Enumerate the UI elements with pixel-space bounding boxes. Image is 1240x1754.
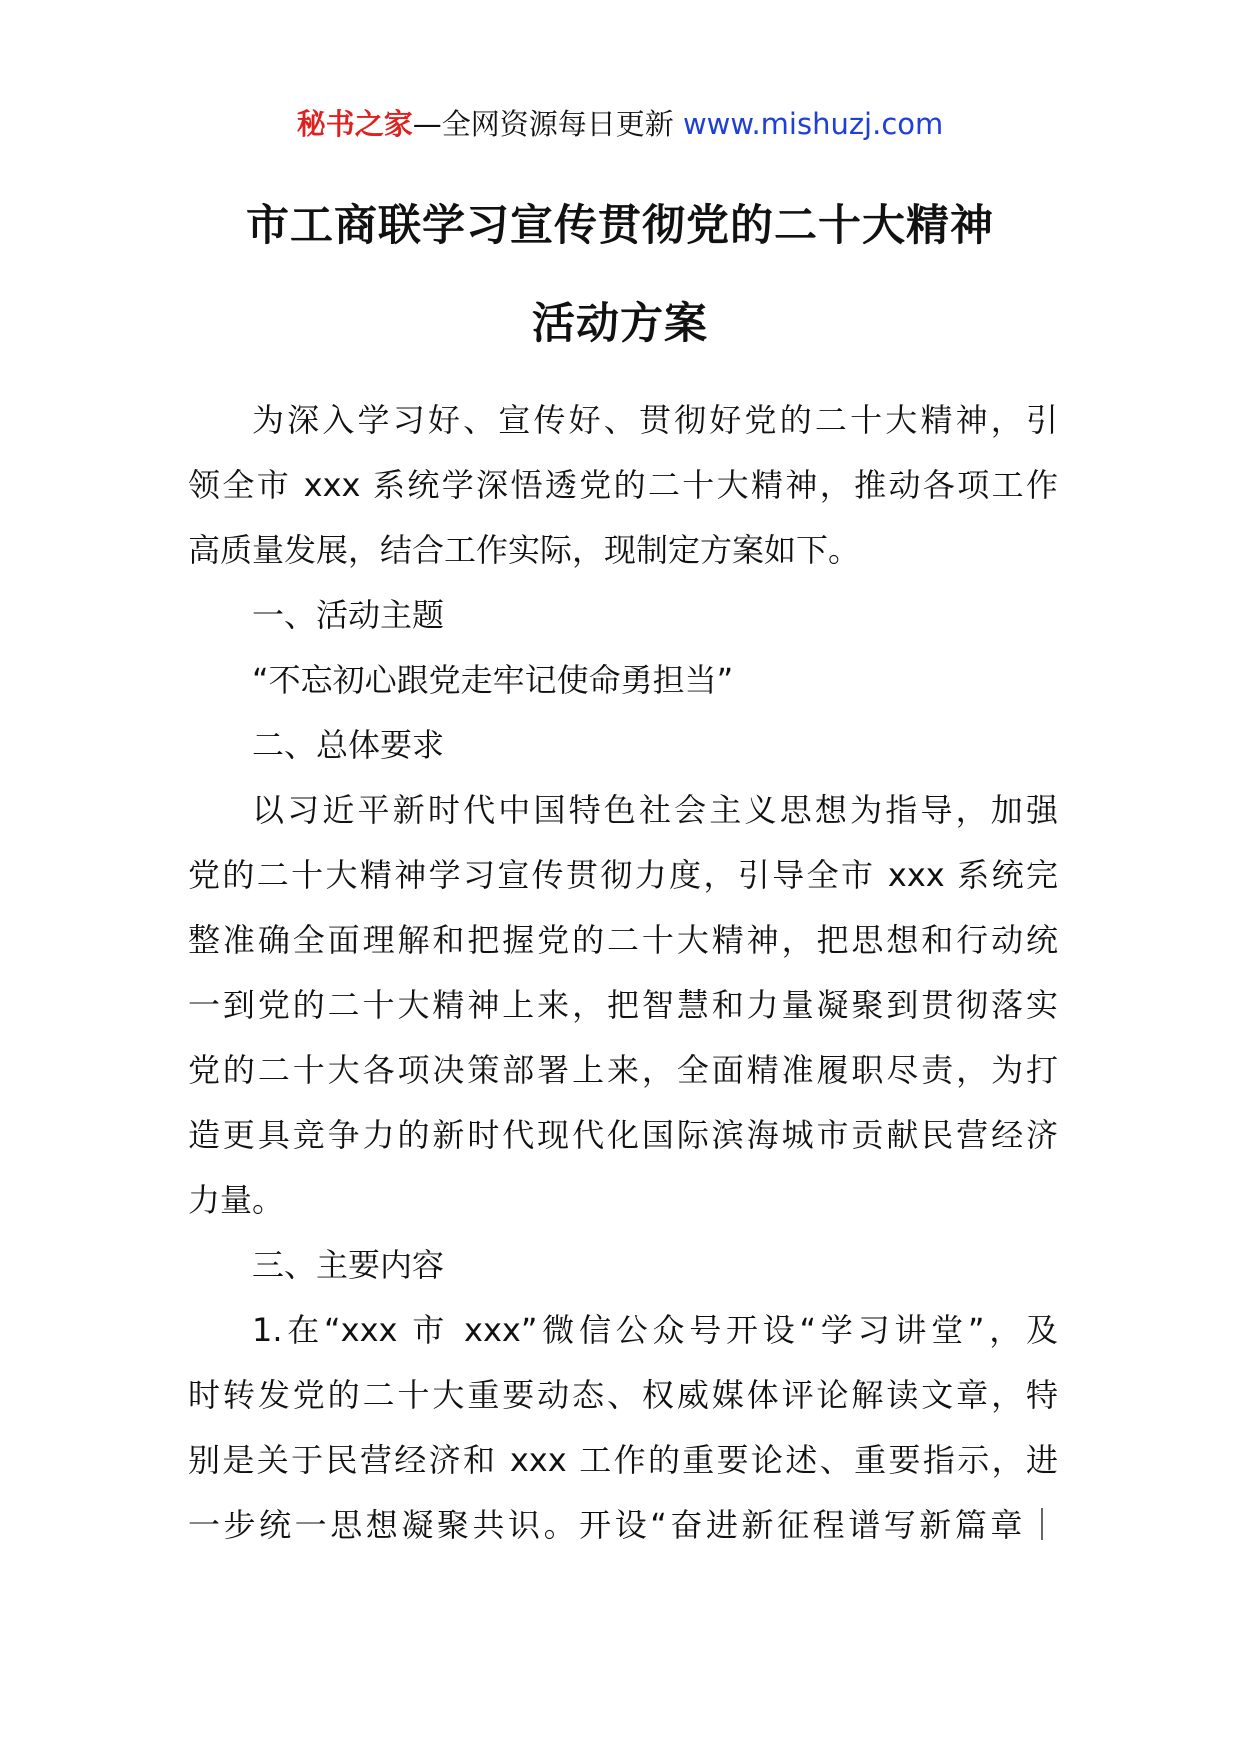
intro-paragraph-line: 领全市 xxx 系统学深悟透党的二十大精神，推动各项工作	[188, 466, 1058, 504]
section-heading-content: 三、主要内容	[252, 1246, 445, 1284]
section-heading-requirements: 二、总体要求	[252, 726, 445, 764]
section-heading-theme: 一、活动主题	[252, 596, 445, 634]
site-url[interactable]: www.mishuzj.com	[682, 107, 944, 141]
document-body	[188, 388, 1058, 1558]
document-title-line-2: 活动方案	[532, 299, 708, 349]
content-paragraph-line: 一步统一思想凝聚共识。开设“奋进新征程谱写新篇章｜	[188, 1506, 1058, 1544]
requirements-paragraph-line: 造更具竞争力的新时代现代化国际滨海城市贡献民营经济	[188, 1116, 1058, 1154]
intro-paragraph-line: 为深入学习好、宣传好、贯彻好党的二十大精神，引	[252, 401, 1058, 439]
content-paragraph-line: 1.在“xxx 市 xxx”微信公众号开设“学习讲堂”，及	[252, 1311, 1058, 1349]
requirements-paragraph-line: 力量。	[188, 1181, 285, 1219]
header-tagline: —全网资源每日更新	[412, 107, 683, 141]
content-paragraph-line: 时转发党的二十大重要动态、权威媒体评论解读文章，特	[188, 1376, 1058, 1414]
requirements-paragraph-line: 整准确全面理解和把握党的二十大精神，把思想和行动统	[188, 921, 1058, 959]
requirements-paragraph-line: 以习近平新时代中国特色社会主义思想为指导，加强	[252, 791, 1058, 829]
content-paragraph-line: 别是关于民营经济和 xxx 工作的重要论述、重要指示，进	[188, 1441, 1058, 1479]
site-header	[0, 100, 1240, 148]
requirements-paragraph-line: 党的二十大精神学习宣传贯彻力度，引导全市 xxx 系统完	[188, 856, 1058, 894]
theme-slogan: “不忘初心跟党走牢记使命勇担当”	[252, 661, 734, 699]
requirements-paragraph-line: 党的二十大各项决策部署上来，全面精准履职尽责，为打	[188, 1051, 1058, 1089]
requirements-paragraph-line: 一到党的二十大精神上来，把智慧和力量凝聚到贯彻落实	[188, 986, 1058, 1024]
intro-paragraph-line: 高质量发展，结合工作实际，现制定方案如下。	[188, 531, 861, 569]
document-title-line-1: 市工商联学习宣传贯彻党的二十大精神	[246, 201, 994, 251]
brand-name: 秘书之家	[296, 107, 413, 141]
